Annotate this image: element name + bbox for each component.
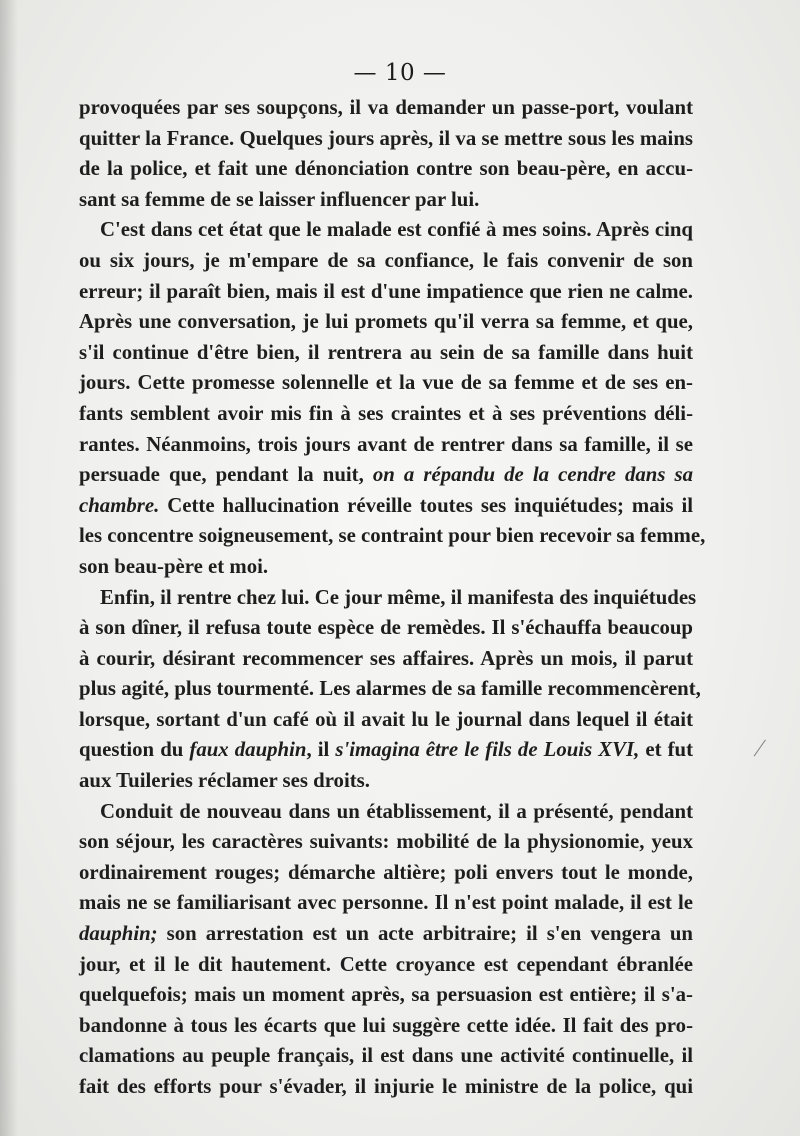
text-run: Après une conversation, je lui promets qu'il verra sa femme, et que, bbox=[79, 310, 693, 334]
text-run: lorsque, sortant d'un café où il avait lu le journal dans lequel il était bbox=[79, 707, 693, 731]
text-line bbox=[79, 552, 693, 583]
text-run: Cette hallucination réveille toutes ses inquiétudes; mais il bbox=[159, 493, 693, 517]
text-line bbox=[79, 705, 693, 736]
text-run: et fut bbox=[639, 738, 693, 762]
text-line bbox=[79, 888, 693, 919]
text-run: question du bbox=[79, 738, 190, 762]
text-run: les concentre soigneusement, se contraint pour bien recevoir sa femme, bbox=[79, 524, 706, 548]
text-run: plus agité, plus tourmenté. Les alarmes de sa famille recommencèrent, bbox=[79, 677, 701, 701]
text-run: fait des efforts pour s'évader, il injurie le ministre de la police, qui bbox=[79, 1075, 693, 1098]
text-line bbox=[79, 491, 693, 522]
text-run: quitter la France. Quelques jours après, il va se mettre sous les mains bbox=[79, 126, 693, 150]
text-line bbox=[79, 368, 693, 399]
text-line bbox=[79, 1011, 693, 1042]
margin-mark bbox=[754, 740, 778, 765]
text-run: son séjour, les caractères suivants: mobilité de la physionomie, yeux bbox=[79, 830, 693, 854]
text-line bbox=[79, 797, 693, 828]
text-run: persuade que, pendant la nuit, bbox=[79, 463, 373, 487]
body-text bbox=[79, 93, 706, 1103]
text-line bbox=[79, 674, 701, 705]
text-line bbox=[79, 919, 693, 950]
italic-text: dauphin; bbox=[79, 922, 158, 946]
text-line bbox=[79, 950, 693, 981]
text-run: à courir, désirant recommencer ses affaires. Après un mois, il parut bbox=[79, 646, 693, 670]
text-line bbox=[79, 1041, 693, 1072]
text-line bbox=[79, 735, 693, 766]
text-run: son arrestation est un acte arbitraire; il s'en vengera un bbox=[157, 922, 693, 946]
text-run: provoquées par ses soupçons, il va demander un passe-port, voulant bbox=[79, 96, 693, 119]
text-line bbox=[79, 185, 693, 216]
text-run: C'est dans cet état que le malade est confié à mes soins. Après cinq bbox=[100, 218, 693, 242]
text-line bbox=[79, 154, 693, 185]
text-run: aux Tuileries réclamer ses droits. bbox=[79, 769, 370, 793]
text-run: son beau-père et moi. bbox=[79, 554, 269, 578]
text-run: erreur; il paraît bien, mais il est d'une impatience que rien ne calme. bbox=[79, 279, 693, 303]
text-line bbox=[79, 460, 693, 491]
italic-text: on a répandu de la cendre dans sa bbox=[372, 463, 693, 487]
text-run: sant sa femme de se laisser influencer par lui. bbox=[79, 187, 480, 211]
text-run: mais ne se familiarisant avec personne. Il n'est point malade, il est le bbox=[79, 891, 693, 915]
text-run: quelquefois; mais un moment après, sa persuasion est entière; il s'a- bbox=[79, 983, 693, 1007]
text-line bbox=[79, 858, 693, 889]
text-line bbox=[79, 93, 693, 124]
text-run: Enfin, il rentre chez lui. Ce jour même, il manifesta des inquiétudes bbox=[100, 585, 697, 609]
text-line bbox=[79, 827, 693, 858]
italic-text: faux dauphin bbox=[189, 738, 307, 762]
text-line bbox=[79, 338, 693, 369]
text-run: jours. Cette promesse solennelle et la vue de sa femme et de ses en- bbox=[79, 371, 693, 395]
text-run: fants semblent avoir mis fin à ses craintes et à ses préventions déli- bbox=[79, 401, 693, 425]
text-line bbox=[79, 307, 693, 338]
text-run: Conduit de nouveau dans un établissement, il a présenté, pendant bbox=[100, 799, 693, 823]
page-number: — 10 — bbox=[353, 60, 447, 86]
text-run: bandonne à tous les écarts que lui suggère cette idée. Il fait des pro- bbox=[79, 1013, 693, 1037]
text-run: ou six jours, je m'empare de sa confiance, le fais convenir de son bbox=[79, 248, 693, 272]
text-line bbox=[79, 1072, 693, 1103]
italic-text: chambre. bbox=[79, 493, 160, 517]
text-run: clamations au peuple français, il est dans une activité continuelle, il bbox=[79, 1044, 693, 1068]
text-line bbox=[79, 766, 693, 797]
text-line bbox=[79, 430, 693, 461]
text-line bbox=[79, 399, 693, 430]
text-run: ordinairement rouges; démarche altière; poli envers tout le monde, bbox=[79, 860, 693, 884]
text-run: rantes. Néanmoins, trois jours avant de rentrer dans sa famille, il se bbox=[79, 432, 693, 456]
text-line bbox=[79, 521, 706, 552]
text-run: , il bbox=[306, 738, 336, 762]
text-run: s'il continue d'être bien, il rentrera au sein de sa famille dans huit bbox=[79, 340, 693, 364]
text-line bbox=[79, 613, 693, 644]
text-line bbox=[79, 644, 693, 675]
text-line bbox=[79, 583, 697, 614]
text-run: à son dîner, il refusa toute espèce de remèdes. Il s'échauffa beaucoup bbox=[79, 616, 693, 640]
italic-text: s'imagina être le fils de Louis XVI, bbox=[335, 738, 640, 762]
text-line bbox=[79, 124, 693, 155]
text-line bbox=[79, 980, 693, 1011]
text-line bbox=[79, 277, 693, 308]
text-line bbox=[79, 215, 693, 246]
text-run: de la police, et fait une dénonciation contre son beau-père, en accu- bbox=[79, 157, 693, 181]
text-run: jour, et il le dit hautement. Cette croyance est cependant ébranlée bbox=[79, 952, 693, 976]
text-line bbox=[79, 246, 693, 277]
